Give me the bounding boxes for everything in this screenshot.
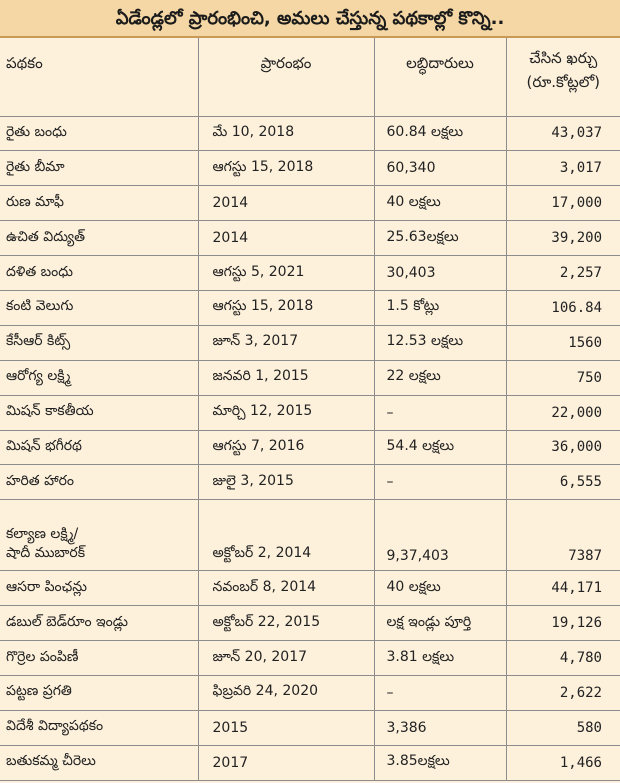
scheme-name: కంటి వెలుగు bbox=[0, 290, 198, 325]
table-row bbox=[0, 500, 620, 571]
start-date: ఆగస్టు 5, 2021 bbox=[198, 256, 374, 291]
table-row bbox=[0, 606, 620, 641]
beneficiaries: – bbox=[374, 675, 506, 710]
start-date: జనవరి 1, 2015 bbox=[198, 360, 374, 395]
table-title: ఏడేండ్లలో ప్రారంభించి, అమలు చేస్తున్న పథకాల్లో కొన్ని.. bbox=[0, 0, 620, 38]
table-row bbox=[0, 116, 620, 151]
start-date: మార్చి 12, 2015 bbox=[198, 395, 374, 430]
start-date: ఆగస్టు 15, 2018 bbox=[198, 151, 374, 186]
cost: 39,200 bbox=[506, 221, 620, 256]
start-date: నవంబర్ 8, 2014 bbox=[198, 571, 374, 606]
cost: 580 bbox=[506, 710, 620, 745]
table-row bbox=[0, 325, 620, 360]
cost: 19,126 bbox=[506, 606, 620, 641]
beneficiaries: 22 లక్షలు bbox=[374, 360, 506, 395]
start-date: ఫిబ్రవరి 24, 2020 bbox=[198, 675, 374, 710]
beneficiaries: 3.85లక్షలు bbox=[374, 745, 506, 780]
scheme-name: దళిత బంధు bbox=[0, 256, 198, 291]
start-date: మే 10, 2018 bbox=[198, 116, 374, 151]
start-date: 2014 bbox=[198, 186, 374, 221]
header-cost-line2: (రూ.కోట్లలో) bbox=[526, 73, 601, 91]
beneficiaries: 1.5 కోట్లు bbox=[374, 290, 506, 325]
scheme-name: రైతు బంధు bbox=[0, 116, 198, 151]
table-row bbox=[0, 745, 620, 780]
start-date: 2017 bbox=[198, 745, 374, 780]
beneficiaries: 30,403 bbox=[374, 256, 506, 291]
start-date: జూన్ 20, 2017 bbox=[198, 641, 374, 676]
cost: 2,622 bbox=[506, 675, 620, 710]
scheme-name: రైతు బీమా bbox=[0, 151, 198, 186]
start-date: 2015 bbox=[198, 710, 374, 745]
table-row bbox=[0, 465, 620, 500]
table-row bbox=[0, 571, 620, 606]
table-row bbox=[0, 256, 620, 291]
table-row bbox=[0, 151, 620, 186]
table-row bbox=[0, 360, 620, 395]
cost: 6,555 bbox=[506, 465, 620, 500]
cost: 44,171 bbox=[506, 571, 620, 606]
scheme-name: మిషన్ కాకతీయ bbox=[0, 395, 198, 430]
start-date: ఆగస్టు 7, 2016 bbox=[198, 430, 374, 465]
cost: 17,000 bbox=[506, 186, 620, 221]
beneficiaries: 9,37,403 bbox=[374, 500, 506, 571]
table-row bbox=[0, 430, 620, 465]
start-date: అక్టోబర్ 22, 2015 bbox=[198, 606, 374, 641]
beneficiaries: 60,340 bbox=[374, 151, 506, 186]
cost: 36,000 bbox=[506, 430, 620, 465]
start-date: 2014 bbox=[198, 221, 374, 256]
beneficiaries: 3.81 లక్షలు bbox=[374, 641, 506, 676]
beneficiaries: 40 లక్షలు bbox=[374, 186, 506, 221]
scheme-name: పట్టణ ప్రగతి bbox=[0, 675, 198, 710]
beneficiaries: 12.53 లక్షలు bbox=[374, 325, 506, 360]
scheme-name: మిషన్ భగీరథ bbox=[0, 430, 198, 465]
scheme-name-line1: కల్యాణ లక్ష్మి/ bbox=[6, 526, 79, 543]
start-date: జులై 3, 2015 bbox=[198, 465, 374, 500]
table-row bbox=[0, 675, 620, 710]
table-row bbox=[0, 290, 620, 325]
beneficiaries: – bbox=[374, 395, 506, 430]
cost: 7387 bbox=[506, 500, 620, 571]
cost: 1560 bbox=[506, 325, 620, 360]
cost: 43,037 bbox=[506, 116, 620, 151]
cost: 3,017 bbox=[506, 151, 620, 186]
beneficiaries: 54.4 లక్షలు bbox=[374, 430, 506, 465]
scheme-name: ఆరోగ్య లక్ష్మి bbox=[0, 360, 198, 395]
cost: 1,466 bbox=[506, 745, 620, 780]
table-row bbox=[0, 186, 620, 221]
beneficiaries: 3,386 bbox=[374, 710, 506, 745]
scheme-name: కేసీఆర్ కిట్స్ bbox=[0, 325, 198, 360]
cost: 106.84 bbox=[506, 290, 620, 325]
scheme-name: రుణ మాఫీ bbox=[0, 186, 198, 221]
scheme-name: గొర్రెల పంపిణీ bbox=[0, 641, 198, 676]
beneficiaries: – bbox=[374, 465, 506, 500]
scheme-name: హరిత హారం bbox=[0, 465, 198, 500]
header-cost bbox=[506, 38, 620, 116]
start-date: జూన్ 3, 2017 bbox=[198, 325, 374, 360]
beneficiaries: 60.84 లక్షలు bbox=[374, 116, 506, 151]
beneficiaries: 25.63లక్షలు bbox=[374, 221, 506, 256]
scheme-name: విదేశీ విద్యాపథకం bbox=[0, 710, 198, 745]
schemes-table bbox=[0, 38, 620, 781]
header-cost-line1: చేసిన ఖర్చు bbox=[529, 49, 598, 67]
scheme-name: డబుల్ బెడ్‌రూం ఇండ్లు bbox=[0, 606, 198, 641]
table-row bbox=[0, 395, 620, 430]
scheme-name: ఆసరా పింఛన్లు bbox=[0, 571, 198, 606]
beneficiaries: లక్ష ఇండ్లు పూర్తి bbox=[374, 606, 506, 641]
cost: 2,257 bbox=[506, 256, 620, 291]
table-row bbox=[0, 710, 620, 745]
cost: 4,780 bbox=[506, 641, 620, 676]
start-date: ఆగస్టు 15, 2018 bbox=[198, 290, 374, 325]
start-date: అక్టోబర్ 2, 2014 bbox=[198, 500, 374, 571]
scheme-name: ఉచిత విద్యుత్ bbox=[0, 221, 198, 256]
scheme-name bbox=[0, 500, 198, 571]
header-scheme: పథకం bbox=[0, 38, 198, 116]
table-row bbox=[0, 221, 620, 256]
scheme-name: బతుకమ్మ చీరెలు bbox=[0, 745, 198, 780]
beneficiaries: 40 లక్షలు bbox=[374, 571, 506, 606]
header-row bbox=[0, 38, 620, 116]
cost: 22,000 bbox=[506, 395, 620, 430]
cost: 750 bbox=[506, 360, 620, 395]
header-start: ప్రారంభం bbox=[198, 38, 374, 116]
header-beneficiaries: లబ్ధిదారులు bbox=[374, 38, 506, 116]
table-row bbox=[0, 641, 620, 676]
scheme-name-line2: షాదీ ముబారక్ bbox=[6, 545, 86, 562]
